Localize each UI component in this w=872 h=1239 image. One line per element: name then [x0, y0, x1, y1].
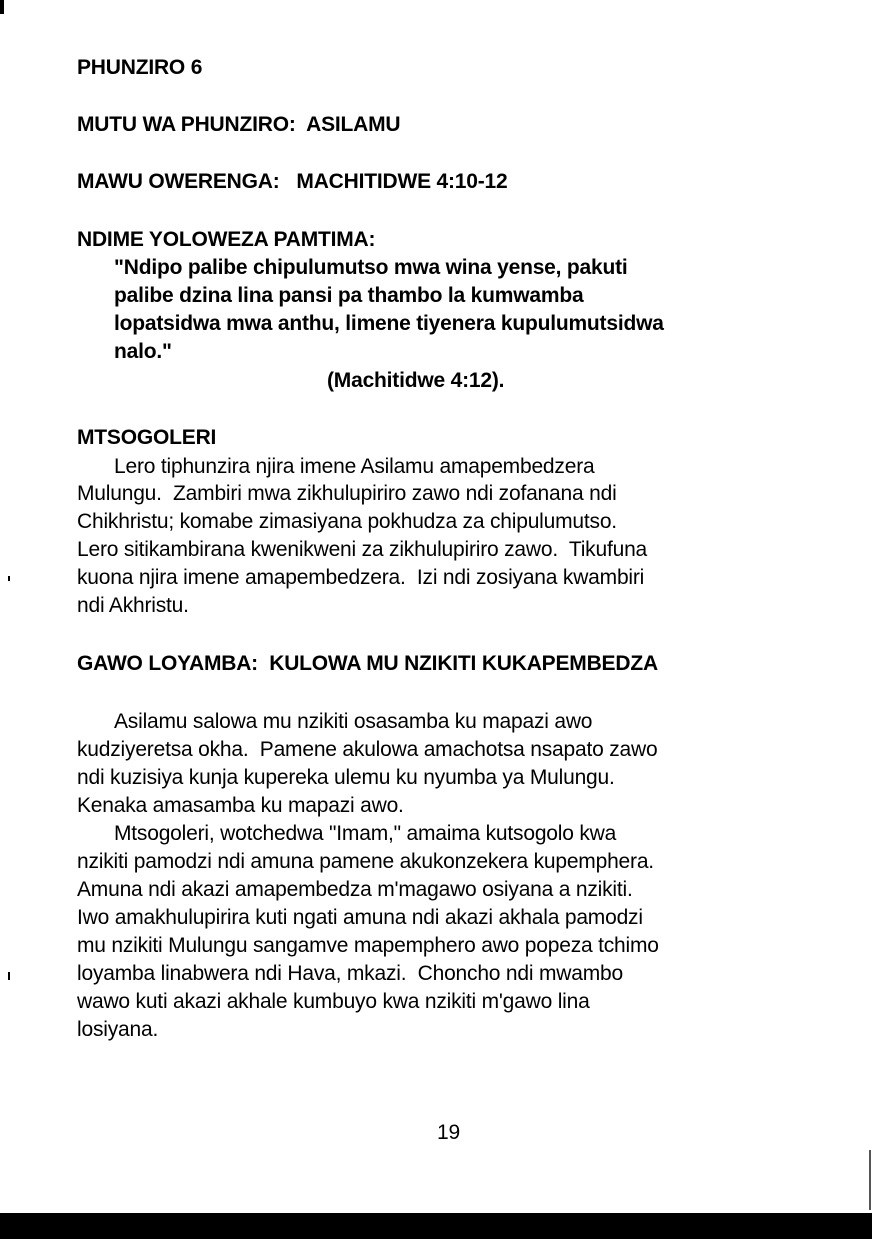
- paragraph-line: Mtsogoleri, wotchedwa "Imam," amaima kutsogolo kwa: [114, 822, 617, 845]
- memory-verse-heading: NDIME YOLOWEZA PAMTIMA:: [77, 228, 376, 251]
- paragraph-line: Asilamu salowa mu nzikiti osasamba ku mapazi awo: [114, 710, 593, 733]
- scan-mark: [869, 1150, 871, 1210]
- scan-mark: [8, 576, 10, 581]
- scan-mark: [0, 0, 4, 14]
- reading-reference: MAWU OWERENGA: MACHITIDWE 4:10-12: [77, 170, 508, 193]
- intro-line: ndi Akhristu.: [77, 594, 189, 617]
- paragraph-line: loyamba linabwera ndi Hava, mkazi. Choncho ndi mwambo: [77, 962, 623, 985]
- memory-verse-line: palibe dzina lina pansi pa thambo la kumwamba: [114, 284, 584, 307]
- paragraph-line: wawo kuti akazi akhale kumbuyo kwa nzikiti m'gawo lina: [77, 990, 590, 1013]
- intro-line: Chikhristu; komabe zimasiyana pokhudza za chipulumutso.: [77, 510, 617, 533]
- paragraph-line: Kenaka amasamba ku mapazi awo.: [77, 794, 404, 817]
- intro-line: Mulungu. Zambiri mwa zikhulupiriro zawo ndi zofanana ndi: [77, 482, 617, 505]
- paragraph-line: Amuna ndi akazi amapembedza m'magawo osiyana a nzikiti.: [77, 878, 633, 901]
- paragraph-line: mu nzikiti Mulungu sangamve mapemphero awo popeza tchimo: [77, 934, 659, 957]
- scan-mark: [8, 972, 10, 980]
- memory-verse-line: nalo.": [114, 340, 172, 363]
- paragraph-line: losiyana.: [77, 1018, 159, 1041]
- intro-line: kuona njira imene amapembedzera. Izi ndi zosiyana kwambiri: [77, 566, 645, 589]
- paragraph-line: kudziyeretsa okha. Pamene akulowa amachotsa nsapato zawo: [77, 738, 658, 761]
- paragraph-line: ndi kuzisiya kunja kupereka ulemu ku nyumba ya Mulungu.: [77, 766, 615, 789]
- memory-verse-line: "Ndipo palibe chipulumutso mwa wina yense, pakuti: [114, 256, 628, 279]
- scan-border-bottom: [0, 1213, 872, 1239]
- section-heading: GAWO LOYAMBA: KULOWA MU NZIKITI KUKAPEMBEDZA: [77, 652, 658, 675]
- memory-verse-reference: (Machitidwe 4:12).: [327, 369, 505, 392]
- lesson-title: PHUNZIRO 6: [77, 56, 203, 79]
- intro-line: Lero sitikambirana kwenikweni za zikhulupiriro zawo. Tikufuna: [77, 538, 648, 561]
- intro-heading: MTSOGOLERI: [77, 426, 217, 449]
- page-number: 19: [437, 1121, 460, 1144]
- lesson-topic: MUTU WA PHUNZIRO: ASILAMU: [77, 113, 401, 136]
- intro-line: Lero tiphunzira njira imene Asilamu amapembedzera: [114, 455, 595, 478]
- paragraph-line: Iwo amakhulupirira kuti ngati amuna ndi akazi akhala pamodzi: [77, 906, 643, 929]
- memory-verse-line: lopatsidwa mwa anthu, limene tiyenera kupulumutsidwa: [114, 312, 664, 335]
- paragraph-line: nzikiti pamodzi ndi amuna pamene akukonzekera kupemphera.: [77, 850, 654, 873]
